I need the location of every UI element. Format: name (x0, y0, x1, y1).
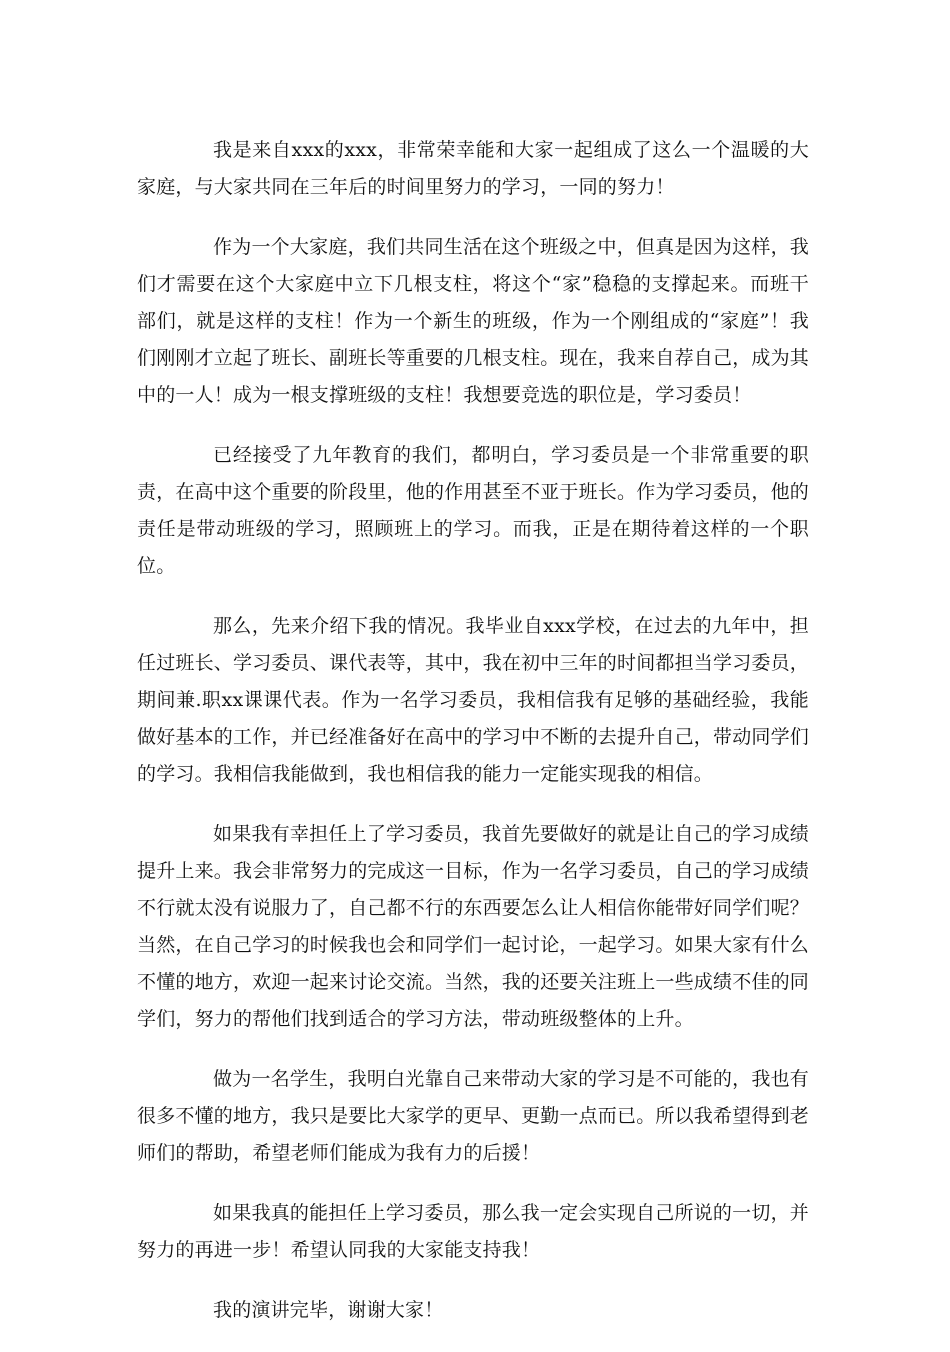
paragraph-intro: 我是来自xxx的xxx，非常荣幸能和大家一起组成了这么一个温暖的大家庭，与大家共同在三年后的时间里努力的学习，一同的努力！ (137, 139, 809, 198)
paragraph-plan: 如果我有幸担任上了学习委员，我首先要做好的就是让自己的学习成绩提升上来。我会非常努力的完成这一目标，作为一名学习委员，自己的学习成绩不行就太没有说服力了，自己都不行的东西要怎么让人相信你能带好同学们呢？当然，在自己学习的时候我也会和同学们一起讨论，一起学习。如果大家有什么不懂的地方，欢迎一起来讨论交流。当然，我的还要关注班上一些成绩不佳的同学们，努力的帮他们找到适合的学习方法，带动班级整体的上升。 (137, 823, 810, 1030)
speech-body (137, 132, 809, 1352)
paragraph-teacher-help: 做为一名学生，我明白光靠自己来带动大家的学习是不可能的，我也有很多不懂的地方，我只是要比大家学的更早、更勤一点而已。所以我希望得到老师们的帮助，希望老师们能成为我有力的后援！ (137, 1068, 810, 1164)
paragraph-family-pillars: 作为一个大家庭，我们共同生活在这个班级之中，但真是因为这样，我们才需要在这个大家庭中立下几根支柱，将这个“家”稳稳的支撑起来。而班干部们，就是这样的支柱！作为一个新生的班级，作为一个刚组成的“家庭”！我们刚刚才立起了班长、副班长等重要的几根支柱。现在，我来自荐自己，成为其中的一人！成为一根支撑班级的支柱！我想要竞选的职位是，学习委员！ (137, 236, 810, 406)
paragraph-background: 那么，先来介绍下我的情况。我毕业自xxx学校，在过去的九年中，担任过班长、学习委员、课代表等，其中，我在初中三年的时间都担当学习委员，期间兼.职xx课课代表。作为一名学习委员，我相信我有足够的基础经验，我能做好基本的工作，并已经准备好在高中的学习中不断的去提升自己，带动同学们的学习。我相信我能做到，我也相信我的能力一定能实现我的相信。 (137, 615, 810, 785)
paragraph-commitment: 如果我真的能担任上学习委员，那么我一定会实现自己所说的一切，并努力的再进一步！希望认同我的大家能支持我！ (137, 1202, 809, 1261)
paragraph-closing: 我的演讲完毕，谢谢大家！ (213, 1299, 444, 1321)
paragraph-role-importance: 已经接受了九年教育的我们，都明白，学习委员是一个非常重要的职责，在高中这个重要的阶段里，他的作用甚至不亚于班长。作为学习委员，他的责任是带动班级的学习，照顾班上的学习。而我，正是在期待着这样的一个职位。 (137, 444, 810, 577)
